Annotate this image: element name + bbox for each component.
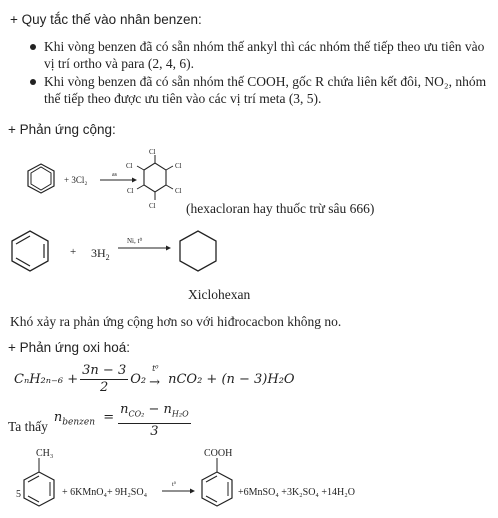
reaction3-products: +6MnSO₄ +3K₂SO₄ +14H₂O bbox=[238, 487, 355, 498]
svg-text:Cl: Cl bbox=[175, 187, 182, 195]
benzoic-acid-icon bbox=[202, 448, 232, 506]
reagent-h2: $3H_2$ bbox=[91, 246, 110, 262]
ratio-line bbox=[8, 403, 191, 439]
condition-label: t⁰ bbox=[172, 482, 177, 488]
addition-note: Khó xảy ra phản ứng cộng hơn so với hiđrocacbon không no. bbox=[10, 314, 342, 329]
ratio-prefix: Ta thấy bbox=[8, 419, 48, 434]
svg-text:Cl: Cl bbox=[175, 162, 182, 170]
reaction-toluene-oxidation-diagram bbox=[14, 444, 484, 514]
heat-arrow: t⁰ → bbox=[149, 364, 160, 390]
combustion-lhs: CₙH₂ₙ₋₆ + bbox=[14, 371, 79, 387]
reagent-cl2: + 3Cl₂ bbox=[64, 175, 88, 185]
cyclohexane-ring-icon bbox=[180, 231, 216, 271]
rule-text: Khi vòng benzen đã có sẵn nhóm thế ankyl thì các nhóm thế tiếp theo ưu tiên vào vị trí ortho và para (2, 4, 6). bbox=[44, 39, 485, 71]
svg-text:Cl: Cl bbox=[126, 162, 133, 170]
combustion-o2: O₂ bbox=[130, 371, 147, 387]
rule-text: Khi vòng benzen đã có sẵn nhóm thế COOH, gốc R chứa liên kết đôi, NO₂, nhóm thế tiếp theo được ưu tiên vào các vị trí meta (3, 5). bbox=[44, 74, 487, 106]
combustion-equation bbox=[14, 362, 295, 396]
condition-label: as bbox=[112, 172, 117, 178]
benzene-ring-icon bbox=[28, 164, 54, 193]
combustion-fraction: $\frac{3n - 3}{2}$ bbox=[82, 362, 127, 395]
ratio-fraction: $\frac{n_{CO_2} - n_{H_2O}}{3}$ bbox=[120, 402, 189, 439]
svg-text:Cl: Cl bbox=[149, 148, 156, 156]
svg-text:CH₃: CH₃ bbox=[36, 448, 54, 459]
product-name-hexachloran: (hexacloran hay thuốc trừ sâu 666) bbox=[186, 201, 375, 216]
toluene-icon bbox=[24, 448, 54, 506]
condition-label: Ni, t⁰ bbox=[127, 237, 143, 245]
toluene-coefficient: 5 bbox=[16, 489, 21, 500]
section-addition-heading: + Phản ứng cộng: bbox=[8, 122, 116, 137]
svg-text:Cl: Cl bbox=[149, 202, 156, 210]
plus-sign: + bbox=[70, 246, 77, 258]
product-name-xiclohexan: Xiclohexan bbox=[188, 287, 251, 302]
bullet-icon bbox=[30, 44, 36, 50]
reagents-kmno4: + 6KMnO₄+ 9H₂SO₄ bbox=[62, 487, 148, 498]
svg-text:Cl: Cl bbox=[127, 187, 134, 195]
substitution-rules-list bbox=[28, 38, 490, 108]
svg-text:COOH: COOH bbox=[204, 448, 233, 459]
rule-item bbox=[28, 38, 490, 72]
bullet-icon bbox=[30, 79, 36, 85]
reaction-cyclohexane-diagram bbox=[8, 225, 248, 285]
ratio-lhs: $n_{benzen}$ = bbox=[53, 410, 115, 428]
combustion-rhs: nCO₂ + (n − 3)H₂O bbox=[168, 371, 295, 387]
section-oxidation-heading: + Phản ứng oxi hoá: bbox=[8, 340, 131, 355]
section-substitution-heading: + Quy tắc thế vào nhân benzen: bbox=[10, 12, 202, 27]
rule-item bbox=[28, 73, 490, 107]
benzene-ring-icon bbox=[12, 231, 48, 271]
